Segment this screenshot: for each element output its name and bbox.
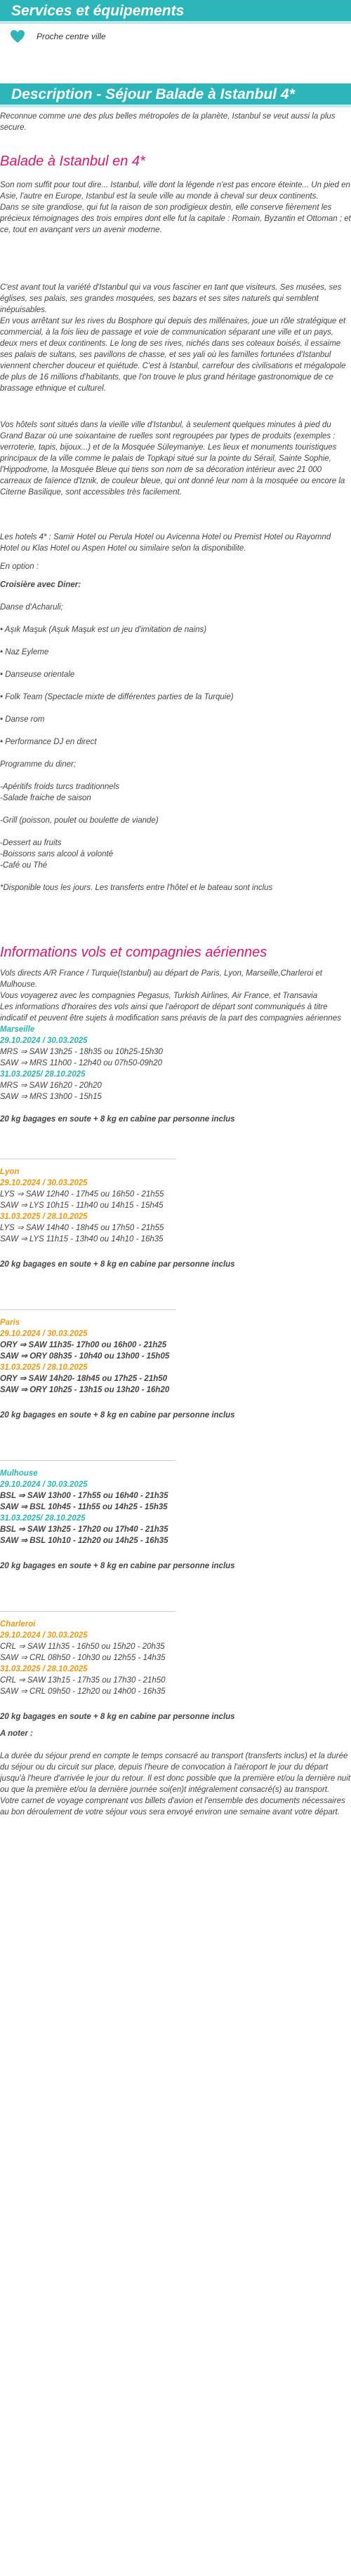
show-item: • Folk Team (Spectacle mixte de différentes parties de la Turquie) — [0, 693, 234, 701]
show-item: • Aşık Maşuk (Aşuk Maşuk est un jeu d'imitation de nains) — [0, 626, 207, 634]
period: 31.03.2025/ 28.10.2025 — [0, 1070, 86, 1079]
feature-item — [0, 24, 351, 49]
period: 31.03.2025 / 28.10.2025 — [0, 1665, 88, 1673]
flight-line: SAW ⇒ CRL 08h50 - 10h30 ou 12h55 - 14h35 — [0, 1654, 166, 1662]
divider — [0, 1460, 176, 1461]
city-name: Marseille — [0, 1025, 35, 1034]
croisiere-label: Croisière avec Diner: — [0, 581, 81, 589]
baggage-info: 20 kg bagages en soute + 8 kg en cabine par personne inclus — [0, 1260, 235, 1269]
flight-line: SAW ⇒ CRL 09h50 - 12h20 ou 14h00 - 16h35 — [0, 1687, 166, 1696]
flight-line: SAW ⇒ ORY 08h35 - 10h40 ou 13h00 - 15h05 — [0, 1352, 170, 1361]
city-block — [0, 1611, 351, 1722]
danse-label: Danse d'Acharuli; — [0, 603, 63, 612]
flight-line: SAW ⇒ MRS 13h00 - 15h15 — [0, 1093, 102, 1101]
menu-item: -Grill (poisson, poulet ou boulette de viande) — [0, 816, 159, 825]
para-6: Les hotels 4* : Samir Hotel ou Perula Hotel ou Avicenna Hotel ou Premist Hotel ou Rayomnd Hotel ou Klas Hotel ou Aspen Hotel ou similaire selon la disponibilite. — [0, 533, 331, 553]
stay-title: Balade à Istanbul en 4* — [0, 154, 145, 169]
services-section — [0, 0, 351, 49]
period: 31.03.2025 / 28.10.2025 — [0, 1213, 88, 1221]
city-block — [0, 1024, 351, 1150]
flight-line: BSL ⇒ SAW 13h25 - 17h20 ou 17h40 - 21h35 — [0, 1525, 168, 1534]
flight-line: SAW ⇒ BSL 10h10 - 12h20 ou 14h25 - 16h35 — [0, 1537, 168, 1545]
flight-line: LYS ⇒ SAW 12h40 - 17h45 ou 16h50 - 21h55 — [0, 1190, 164, 1199]
menu-item: -Apéritifs froids turcs traditionnels — [0, 783, 120, 791]
period: 31.03.2025 / 28.10.2025 — [0, 1363, 88, 1372]
flight-line: BSL ⇒ SAW 13h00 - 17h55 ou 16h40 - 21h35 — [0, 1492, 168, 1500]
menu-item: -Boissons sans alcool à volonté — [0, 850, 114, 858]
city-block — [0, 1460, 351, 1603]
show-item: • Naz Eyleme — [0, 648, 49, 656]
flight-line: ORY ⇒ SAW 14h20- 18h45 ou 17h25 - 21h50 — [0, 1375, 168, 1383]
city-list — [0, 1024, 351, 1722]
services-title: Services et équipements — [0, 0, 351, 21]
baggage-info: 20 kg bagages en soute + 8 kg en cabine par personne inclus — [0, 1411, 235, 1420]
description-title: Description - Séjour Balade à Istanbul 4* — [0, 83, 351, 104]
city-name: Paris — [0, 1319, 20, 1327]
flights-intro: Vols directs A/R France / Turquie(Istanbul) au départ de Paris, Lyon, Marseille,Charleroi et Mulhouse. — [0, 969, 322, 989]
flights-title: Informations vols et compagnies aériennes — [0, 945, 267, 960]
flight-line: SAW ⇒ LYS 10h15 - 11h40 ou 14h15 - 15h45 — [0, 1201, 164, 1210]
anoter-label: A noter : — [0, 1729, 33, 1738]
city-name: Mulhouse — [0, 1469, 38, 1478]
show-item: • Performance DJ en direct — [0, 738, 97, 746]
availability-note: *Disponible tous les jours. Les transferts entre l'hôtel et le bateau sont inclus — [0, 884, 273, 892]
period: 29.10.2024 / 30.03.2025 — [0, 1037, 88, 1045]
flight-line: SAW ⇒ LYS 11h15 - 13h40 ou 14h10 - 16h35 — [0, 1235, 164, 1243]
flight-line: SAW ⇒ MRS 11h00 - 12h40 ou 07h50-09h20 — [0, 1059, 163, 1067]
para-5: Vos hôtels sont situés dans la vieille ville d'Istanbul, à seulement quelques minutes à pied du Grand Bazar où une soixantaine de ruelles sont regroupées par types de produits (exemples : verroterie, tapis, bijoux...) et de la Mosquée Süleymaniye. Les lieux et monuments touristiques principaux de la ville comme le palais de Topkapi situé sur la pointe du Sérail, Sainte Sophie, l'Hippodrome, la Mosquée Bleue qui tiens son nom de sa décoration intérieur avec 21 000 carreaux de faïence d'Iznik, de couleur bleue, qui ont donné leur nom à la mosquée ou encore la Citerne Basilique, sont accessibles très facilement. — [0, 421, 345, 497]
flight-line: MRS ⇒ SAW 13h25 - 18h35 ou 10h25-15h30 — [0, 1048, 163, 1056]
option-label: En option : — [0, 562, 39, 571]
flight-line: SAW ⇒ BSL 10h45 - 11h55 ou 14h25 - 15h35 — [0, 1503, 168, 1511]
period: 29.10.2024 / 30.03.2025 — [0, 1481, 88, 1489]
divider — [0, 1309, 176, 1310]
baggage-info: 20 kg bagages en soute + 8 kg en cabine par personne inclus — [0, 1562, 235, 1570]
flight-line: ORY ⇒ SAW 11h35- 17h00 ou 16h00 - 21h25 — [0, 1341, 167, 1349]
note-text: Votre carnet de voyage comprenant vos billets d'avion et l'ensemble des documents nécessaires au bon déroulement de votre séjour vous sera envoyé environ une semaine avant votre départ. — [0, 1797, 345, 1816]
flight-line: CRL ⇒ SAW 11h35 - 16h50 ou 15h20 - 20h35 — [0, 1643, 165, 1651]
para-2: Dans se site grandiose, qui fut la raison de son prodigieux destin, elle conserve fièrement les précieux témoignages des trois empires dont elle fut la capitale : Romain, Byzantin et Ottoman ; et ce, tout en avançant vers un avenir moderne. — [0, 203, 351, 234]
baggage-info: 20 kg bagages en soute + 8 kg en cabine par personne inclus — [0, 1713, 235, 1721]
menu-item: -Salade fraiche de saison — [0, 794, 91, 802]
flight-line: LYS ⇒ SAW 14h40 - 18h45 ou 17h50 - 21h55 — [0, 1224, 164, 1232]
menu-item: -Café ou Thé — [0, 861, 48, 870]
show-item: • Danse rom — [0, 715, 45, 724]
menu-item: -Dessert au fruits — [0, 839, 62, 847]
period: 29.10.2024 / 30.03.2025 — [0, 1179, 88, 1187]
period: 29.10.2024 / 30.03.2025 — [0, 1631, 88, 1640]
flight-line: SAW ⇒ ORY 10h25 - 13h15 ou 13h20 - 16h20 — [0, 1386, 170, 1394]
description-section — [0, 83, 351, 893]
show-item: • Danseuse orientale — [0, 670, 75, 679]
para-4: En vous arrêtant sur les rives du Bosphore qui depuis des millénaires, joue un rôle stratégique et commercial, à la fois lieu de passage et voie de communication séparant une ville et un pays, deux mers et deux continents. Le long de ses rives, nichés dans ses coteaux boisés, il essaime ses palais de sultans, ses pavillons de chasse, et ses yali où les familles fortunées d'Istanbul viennent chercher douceur et quiétude. C'est à Istanbul, carrefour des civilisations et mégalopole de plus de 16 millions d'habitants, que l'on trouve le plus grand héritage gastronomique de ce brassage ethnique et culturel. — [0, 317, 346, 393]
city-block — [0, 1159, 351, 1301]
intro-text: Reconnue comme une des plus belles métropoles de la planète, Istanbul se veut aussi la plus secure. — [0, 112, 336, 132]
city-name: Lyon — [0, 1168, 20, 1176]
city-name: Charleroi — [0, 1620, 36, 1628]
flight-line: CRL ⇒ SAW 13h15 - 17h35 ou 17h30 - 21h50 — [0, 1676, 166, 1685]
city-block — [0, 1309, 351, 1452]
flights-intro: Vous voyagerez avec les compagnies Pegasus, Turkish Airlines, Air France, et Transavia — [0, 992, 318, 1000]
divider — [0, 1611, 176, 1612]
para-1: Son nom suffit pour tout dire... Istanbul, ville dont la légende n'est pas encore éteinte... Un pied en Asie, l'autre en Europe, Istanbul est la seule ville au monde à cheval sur deux continents. — [0, 181, 350, 201]
feature-label: Proche centre ville — [37, 32, 106, 41]
baggage-info: 20 kg bagages en soute + 8 kg en cabine par personne inclus — [0, 1115, 235, 1124]
programme-label: Programme du diner; — [0, 760, 77, 769]
period: 31.03.2025/ 28.10.2025 — [0, 1514, 86, 1523]
flights-intro: Les informations d'horaires des vols ainsi que l'aéroport de départ sont communiqués à titre indicatif et peuvent être sujets à modification sans préavis de la part des compagnies aériennes — [0, 1003, 341, 1023]
heart-icon — [10, 29, 25, 43]
para-3: C'est avant tout la variété d'Istanbul qui va vous fasciner en tant que visiteurs. Ses musées, ses églises, ses palais, ses grandes mosquées, ses bazars et ses sites naturels qui semblent inépuisables. — [0, 283, 342, 314]
flights-section — [0, 944, 351, 1818]
flight-line: MRS ⇒ SAW 16h20 - 20h20 — [0, 1081, 102, 1090]
note-text: La durée du séjour prend en compte le temps consacré au transport (transferts inclus) et la durée du séjour ou du circuit sur place, depuis l'heure de convocation à l'aéroport le jour du départ jusqu'à l'heure d'arrivée le jour du retour. Il est donc possible que la première et/ou la dernière nuit ou que la première et/ou la dernière journée soi(en)t intégralement consacré(s) au transport. — [0, 1752, 351, 1794]
period: 29.10.2024 / 30.03.2025 — [0, 1330, 88, 1338]
